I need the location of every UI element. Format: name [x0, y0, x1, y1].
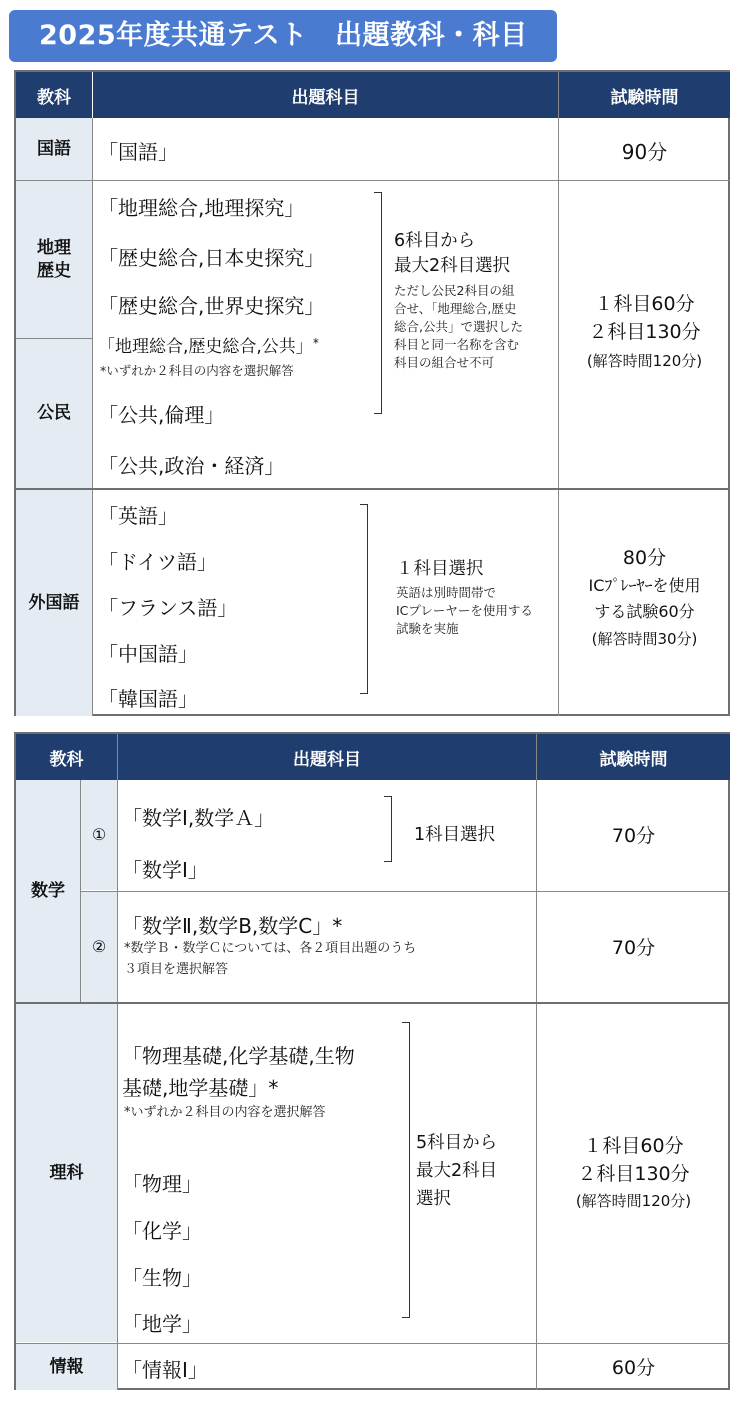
exam-table-humanities — [14, 70, 730, 716]
komin-item-1: 「公共,倫理」 — [98, 403, 225, 427]
rika-note-2: 最大2科目 — [416, 1161, 498, 1181]
gaikokugo-item-1: 「英語」 — [98, 504, 178, 528]
shakai-bracket — [374, 192, 382, 414]
joho-time: 60分 — [611, 1357, 656, 1379]
subject-chireki — [16, 181, 92, 338]
shakai-note-small-4: 科目と同一名称を含む — [394, 337, 520, 352]
sugaku-group1-num: ① — [81, 780, 117, 890]
subject-joho: 情報 — [16, 1344, 117, 1390]
gaikokugo-time-line1: 80分 — [622, 547, 667, 569]
rika-note-3: 選択 — [416, 1189, 451, 1209]
exam-table-sciences — [14, 732, 730, 1390]
page-title: 2025年度共通テスト 出題教科・科目 — [9, 10, 557, 62]
kokugo-item: 「国語」 — [98, 140, 178, 164]
header-time: 試験時間 — [559, 72, 730, 118]
rika-time-line2: ２科目130分 — [577, 1163, 690, 1185]
subject-komin: 公民 — [16, 338, 92, 489]
subject-chireki-line2: 歴史 — [37, 260, 71, 281]
rika-time-line3: (解答時間120分) — [575, 1192, 692, 1210]
header-items-2: 出題科目 — [118, 734, 536, 780]
rika-kiso-note: *いずれか２科目の内容を選択解答 — [124, 1105, 326, 1120]
shakai-note-small-1: ただし公民2科目の組 — [394, 283, 515, 298]
rika-time-line1: １科目60分 — [583, 1135, 684, 1157]
gaikokugo-note-small-3: 試験を実施 — [396, 621, 459, 636]
header-items: 出題科目 — [93, 72, 558, 118]
gaikokugo-note-small-1: 英語は別時間帯で — [396, 585, 497, 600]
shakai-time-line1: １科目60分 — [594, 293, 695, 315]
subject-chireki-line1: 地理 — [37, 237, 71, 258]
shakai-time-line2: ２科目130分 — [588, 321, 701, 343]
header-time-2: 試験時間 — [537, 734, 730, 780]
joho-item: 「情報Ⅰ」 — [122, 1358, 208, 1382]
sugaku-g2-note-1: *数学Ｂ・数学Ｃについては、各２項目出題のうち — [124, 941, 417, 956]
shakai-time-line3: (解答時間120分) — [586, 352, 703, 370]
shakai-note-line1: 6科目から — [394, 231, 476, 251]
rika-item-1: 「物理」 — [122, 1172, 202, 1196]
gaikokugo-item-4: 「中国語」 — [98, 642, 198, 666]
rika-item-2: 「化学」 — [122, 1219, 202, 1243]
sugaku-g2-item: 「数学Ⅱ,数学B,数学C」* — [122, 914, 343, 938]
sugaku-g1-item-1: 「数学Ⅰ,数学Ａ」 — [122, 806, 275, 830]
subject-sugaku: 数学 — [16, 780, 80, 1002]
rika-bracket — [402, 1022, 410, 1318]
sugaku-g1-bracket — [384, 796, 392, 862]
sugaku-g2-note-2: ３項目を選択解答 — [124, 962, 229, 977]
gaikokugo-item-2: 「ドイツ語」 — [98, 550, 217, 574]
sugaku-g1-note: 1科目選択 — [414, 825, 496, 845]
rika-kiso-line2: 基礎,地学基礎」* — [122, 1076, 279, 1100]
gaikokugo-time-line3: する試験60分 — [594, 602, 695, 621]
header-subject-2: 教科 — [16, 734, 117, 780]
rika-note-1: 5科目から — [416, 1133, 498, 1153]
gaikokugo-item-5: 「韓国語」 — [98, 687, 198, 711]
shakai-note-small-2: 合せ、「地理総合,歴史 — [394, 301, 517, 316]
kokugo-time: 90分 — [621, 140, 668, 164]
komin-item-combined-text: 「地理総合,歴史総合,公共」 — [98, 337, 313, 357]
gaikokugo-time-line2: ICﾌﾟﾚｰﾔｰを使用 — [588, 576, 701, 595]
komin-item-2: 「公共,政治・経済」 — [98, 454, 285, 478]
shakai-note-line2: 最大2科目選択 — [394, 256, 511, 276]
sugaku-group2-num: ② — [81, 892, 117, 1002]
chireki-item-3: 「歴史総合,世界史探究」 — [98, 294, 325, 318]
rika-item-3: 「生物」 — [122, 1266, 202, 1290]
header-subject: 教科 — [16, 72, 92, 118]
shakai-note-small-3: 総合,公共」で選択した — [394, 319, 523, 334]
komin-star: * — [312, 336, 319, 350]
sugaku-g1-time: 70分 — [611, 825, 656, 847]
gaikokugo-bracket — [360, 504, 368, 694]
subject-rika: 理科 — [16, 1004, 117, 1342]
gaikokugo-item-3: 「フランス語」 — [98, 596, 238, 620]
rika-kiso-line1: 「物理基礎,化学基礎,生物 — [122, 1044, 355, 1068]
komin-item-note: *いずれか２科目の内容を選択解答 — [100, 363, 294, 378]
sugaku-g1-item-2: 「数学Ⅰ」 — [122, 858, 208, 882]
gaikokugo-time-line4: (解答時間30分) — [591, 630, 698, 648]
rika-item-4: 「地学」 — [122, 1312, 202, 1336]
gaikokugo-note-line1: １科目選択 — [396, 559, 484, 579]
gaikokugo-note-small-2: ICプレーヤーを使用する — [396, 603, 533, 618]
subject-gaikokugo: 外国語 — [16, 490, 92, 716]
subject-kokugo: 国語 — [16, 118, 92, 180]
komin-item-combined — [98, 336, 319, 358]
chireki-item-2: 「歴史総合,日本史探究」 — [98, 246, 325, 270]
sugaku-g2-time: 70分 — [611, 937, 656, 959]
chireki-item-1: 「地理総合,地理探究」 — [98, 196, 305, 220]
shakai-note-small-5: 科目の組合せ不可 — [394, 355, 495, 370]
